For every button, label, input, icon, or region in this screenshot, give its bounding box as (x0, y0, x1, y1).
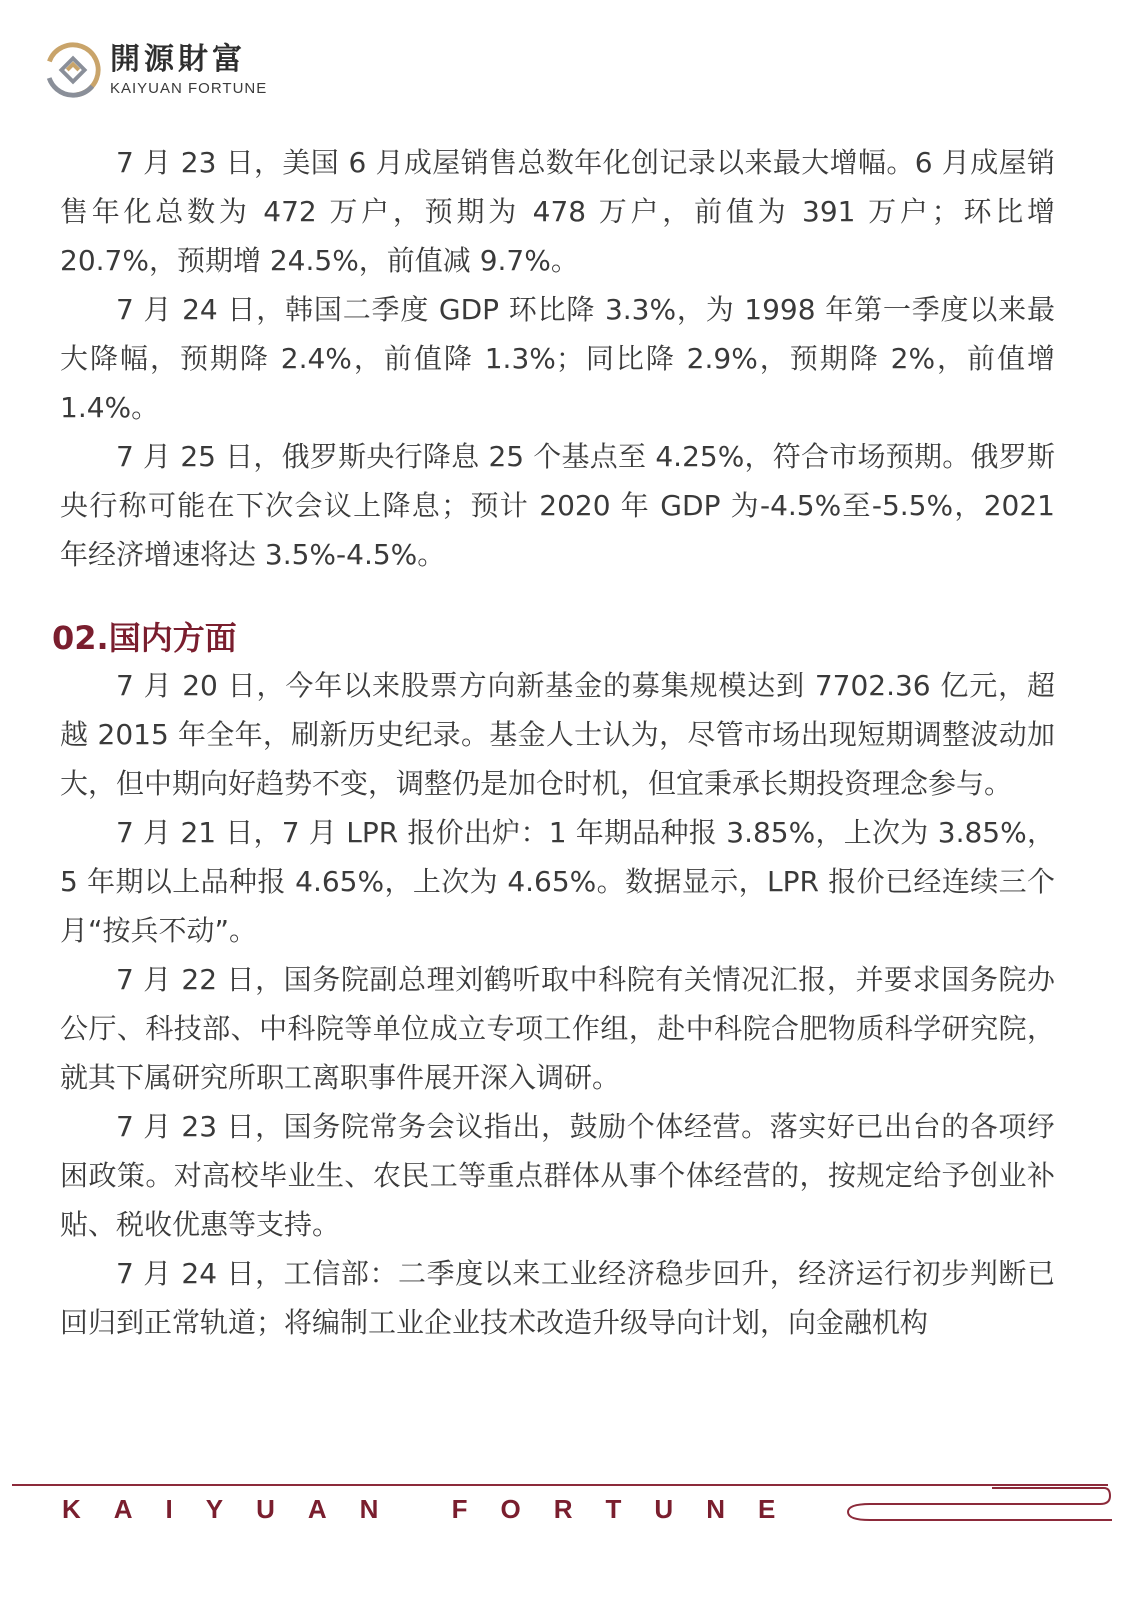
paragraph-domestic-5: 7 月 24 日，工信部：二季度以来工业经济稳步回升，经济运行初步判断已回归到正常轨道；将编制工业企业技术改造升级导向计划，向金融机构 (60, 1257, 1055, 1339)
article-body (52, 138, 1055, 1347)
paragraph-domestic-3: 7 月 22 日，国务院副总理刘鹤听取中科院有关情况汇报，并要求国务院办公厅、科技部、中科院等单位成立专项工作组，赴中科院合肥物质科学研究院，就其下属研究所职工离职事件展开深入调研。 (60, 963, 1055, 1094)
footer-ribbon-decoration (842, 1486, 1112, 1536)
paragraph-domestic-1: 7 月 20 日，今年以来股票方向新基金的募集规模达到 7702.36 亿元，超越 2015 年全年，刷新历史纪录。基金人士认为，尽管市场出现短期调整波动加大，但中期向好趋势不变，调整仍是加仓时机，但宜秉承长期投资理念参与。 (60, 669, 1055, 800)
header (44, 38, 267, 102)
logo-english-name: KAIYUAN FORTUNE (110, 79, 268, 97)
paragraph-intl-3: 7 月 25 日，俄罗斯央行降息 25 个基点至 4.25%，符合市场预期。俄罗斯央行称可能在下次会议上降息；预计 2020 年 GDP 为-4.5%至-5.5%，2021 年经济增速将达 3.5%-4.5%。 (60, 440, 1055, 571)
paragraph-intl-2: 7 月 24 日，韩国二季度 GDP 环比降 3.3%，为 1998 年第一季度以来最大降幅，预期降 2.4%，前值降 1.3%；同比降 2.9%，预期降 2%，前值增 1.4%。 (60, 293, 1055, 424)
logo-chinese-name: 開源財富 (110, 41, 246, 77)
paragraph-domestic-4: 7 月 23 日，国务院常务会议指出，鼓励个体经营。落实好已出台的各项纾困政策。对高校毕业生、农民工等重点群体从事个体经营的，按规定给予创业补贴、税收优惠等支持。 (60, 1110, 1055, 1241)
logo-text (110, 41, 268, 97)
paragraph-intl-1: 7 月 23 日，美国 6 月成屋销售总数年化创记录以来最大增幅。6 月成屋销售年化总数为 472 万户，预期为 478 万户，前值为 391 万户；环比增 20.7%，预期增 24.5%，前值减 9.7%。 (60, 146, 1055, 277)
paragraph-domestic-2: 7 月 21 日，7 月 LPR 报价出炉：1 年期品种报 3.85%，上次为 3.85%，5 年期以上品种报 4.65%，上次为 4.65%。数据显示，LPR 报价已经连续三个月“按兵不动”。 (60, 816, 1055, 947)
section-title-domestic: 02.国内方面 (52, 619, 237, 657)
kaiyuan-logo-icon (44, 41, 102, 99)
footer-brand-text: KAIYUAN FORTUNE (62, 1494, 809, 1524)
